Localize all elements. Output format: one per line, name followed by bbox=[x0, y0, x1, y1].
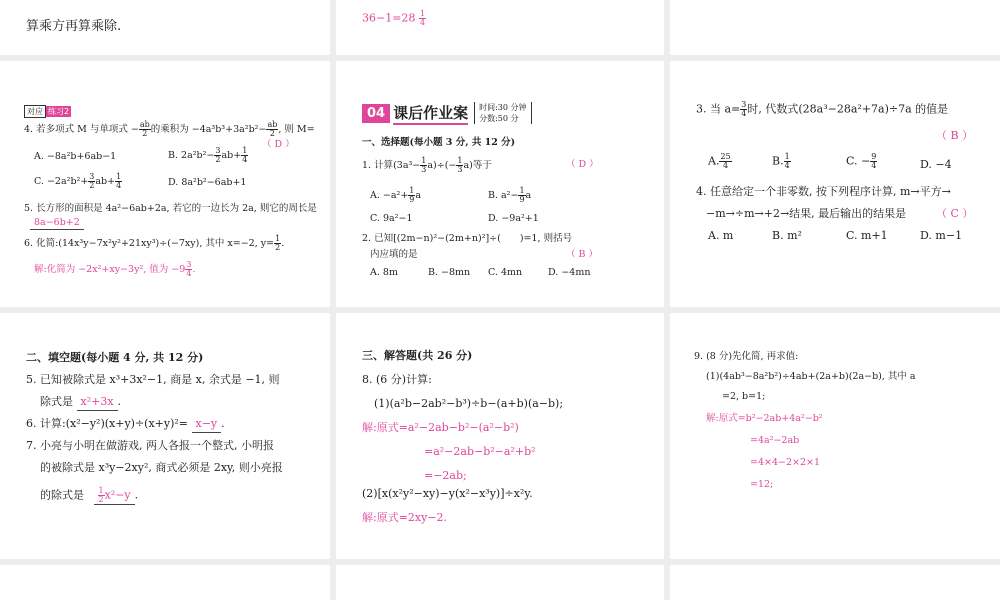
option-b: B. $\frac{1}{4}$ bbox=[772, 152, 790, 170]
banner-number: 04 bbox=[362, 104, 390, 123]
section-heading: 三、解答题(共 26 分) bbox=[362, 349, 473, 362]
banner-info: 时间:30 分钟 分数:50 分 bbox=[474, 102, 531, 124]
panel-bottom-left bbox=[0, 565, 330, 600]
solution-step: =12; bbox=[750, 479, 774, 490]
question-5: 5. 长方形的面积是 4a²−6ab+2a, 若它的一边长为 2a, 则它的周长是 bbox=[24, 203, 317, 214]
text-line bbox=[362, 10, 426, 27]
answer-blank: 8a−6b+2 bbox=[30, 217, 84, 230]
panel-fill-blank bbox=[0, 313, 330, 559]
question-2: 2. 已知[(2m−n)²−(2m+n)²]÷( )=1, 则括号 bbox=[362, 233, 573, 244]
option-a: A. $\frac{25}{4}$ bbox=[708, 152, 731, 170]
panel-problems bbox=[336, 313, 664, 559]
answer-choice: （ D ） bbox=[262, 139, 295, 150]
question-9-part-1: (1)(4ab³−8a²b²)÷4ab+(2a+b)(2a−b), 其中 a bbox=[706, 371, 916, 382]
banner-title: 课后作业案 bbox=[393, 102, 468, 125]
section-tag: 对应 练习2 bbox=[24, 99, 71, 118]
answer-blank: x−y bbox=[192, 417, 222, 433]
answer-text: 36−1=28 bbox=[362, 11, 416, 25]
text-line: 算乘方再算乘除. bbox=[26, 19, 122, 34]
option-c: C. 4mn bbox=[488, 267, 523, 278]
question-4: 4. 若多项式 M 与单项式 − $\frac{ab}{2}$ 的乘积为 −4a³b³+3a²b²− $\frac{ab}{2}$ , 则 M= bbox=[24, 120, 315, 138]
question-7-cont: 的被除式是 x³y−2xy², 商式必须是 2xy, 则小亮报 bbox=[40, 461, 283, 474]
panel-homework bbox=[336, 61, 664, 307]
question-7: 7. 小亮与小明在做游戏, 两人各报一个整式, 小明报 bbox=[26, 439, 274, 452]
panel-question-9 bbox=[670, 313, 1000, 559]
panel-exercise-2 bbox=[0, 61, 330, 307]
question-8-part-1: (1)(a²b−2ab²−b³)÷b−(a+b)(a−b); bbox=[374, 397, 564, 410]
question-1: 1. 计算(3a³− $\frac{1}{3}$ a)÷(− $\frac{1}{3}$ a)等于 bbox=[362, 156, 492, 174]
question-8: 8. (6 分)计算: bbox=[362, 373, 432, 386]
question-7-cont2: 的除式是 $\frac{1}{2}$ x²−y . bbox=[40, 486, 139, 504]
fraction: $\frac{1}{4}$ bbox=[419, 9, 426, 27]
question-6: 6. 化简:(14x³y−7x²y²+21xy³)÷(−7xy), 其中 x=−2, y= $\frac{1}{2}$ . bbox=[24, 234, 285, 252]
section-heading: 一、选择题(每小题 3 分, 共 12 分) bbox=[362, 137, 516, 148]
panel-questions-3-4 bbox=[670, 61, 1000, 307]
option-a: A. 8m bbox=[370, 267, 398, 278]
option-d: D. −4mn bbox=[548, 267, 591, 278]
question-4: 4. 任意给定一个非零数, 按下列程序计算, m→平方→ bbox=[696, 185, 951, 198]
option-c: C. − $\frac{9}{4}$ bbox=[846, 152, 877, 170]
panel-bottom-mid bbox=[336, 565, 664, 600]
option-d: D. 8a²b²−6ab+1 bbox=[168, 177, 247, 188]
solution-step: 解:原式=a²−2ab−b²−(a²−b²) bbox=[362, 421, 519, 434]
panel-top-left bbox=[0, 0, 330, 55]
solution-step: =−2ab; bbox=[424, 469, 467, 482]
option-c: C. m+1 bbox=[846, 229, 888, 242]
solution-step: =4×4−2×2×1 bbox=[750, 457, 821, 468]
solution-step: =a²−2ab−b²−a²+b² bbox=[424, 445, 536, 458]
question-8-part-2: (2)[x(x²y²−xy)−y(x²−x³y)]÷x²y. bbox=[362, 487, 533, 500]
option-d: D. −9a²+1 bbox=[488, 213, 539, 224]
panel-top-mid bbox=[336, 0, 664, 55]
option-d: D. m−1 bbox=[920, 229, 963, 242]
question-5-cont: 除式是 x²+3x . bbox=[40, 395, 121, 411]
panel-top-right bbox=[670, 0, 1000, 55]
question-9-cont: =2, b=1; bbox=[722, 391, 766, 402]
question-6: 6. 计算:(x²−y²)(x+y)÷(x+y)²= x−y . bbox=[26, 417, 225, 433]
solution-step: =4a²−2ab bbox=[750, 435, 800, 446]
option-b: B. m² bbox=[772, 229, 802, 242]
question-4-cont: −m→÷m→+2→结果, 最后输出的结果是 bbox=[706, 207, 907, 220]
answer-blank: $\frac{1}{2}$ x²−y bbox=[94, 487, 135, 505]
option-d: D. −4 bbox=[920, 158, 952, 171]
panel-bottom-right bbox=[670, 565, 1000, 600]
solution-step: 解:原式=b²−2ab+4a²−b² bbox=[706, 413, 823, 424]
option-b: B. 2a²b²− $\frac{3}{2}$ ab+ $\frac{1}{4}$ bbox=[168, 146, 248, 164]
option-b: B. −8mn bbox=[428, 267, 471, 278]
question-2-cont: 内应填的是 bbox=[370, 249, 418, 260]
option-a: A. −8a²b+6ab−1 bbox=[34, 151, 117, 162]
homework-banner bbox=[362, 101, 532, 125]
option-c: C. −2a²b²+ $\frac{3}{2}$ ab+ $\frac{1}{4}$ bbox=[34, 172, 122, 190]
option-a: A. −a²+ $\frac{1}{9}$ a bbox=[370, 186, 422, 204]
option-b: B. a²− $\frac{1}{9}$ a bbox=[488, 186, 532, 204]
question-9: 9. (8 分)先化简, 再求值: bbox=[694, 351, 799, 362]
answer-blank: x²+3x bbox=[77, 395, 118, 411]
answer-choice: （ B ） bbox=[936, 129, 974, 142]
question-3: 3. 当 a= $\frac{3}{4}$ 时, 代数式(28a³−28a²+7a)÷7a 的值是 bbox=[696, 100, 949, 118]
section-heading: 二、填空题(每小题 4 分, 共 12 分) bbox=[26, 351, 204, 364]
option-a: A. m bbox=[708, 229, 734, 242]
solution-text: 解:化简为 −2x²+xy−3y², 值为 −9 $\frac{3}{4}$ . bbox=[34, 260, 196, 278]
answer-choice: （ D ） bbox=[566, 159, 599, 170]
option-c: C. 9a²−1 bbox=[370, 213, 413, 224]
answer-choice: （ B ） bbox=[566, 249, 599, 260]
question-5: 5. 已知被除式是 x³+3x²−1, 商是 x, 余式是 −1, 则 bbox=[26, 373, 280, 386]
answer-choice: （ C ） bbox=[936, 207, 974, 220]
solution-step: 解:原式=2xy−2. bbox=[362, 511, 448, 524]
